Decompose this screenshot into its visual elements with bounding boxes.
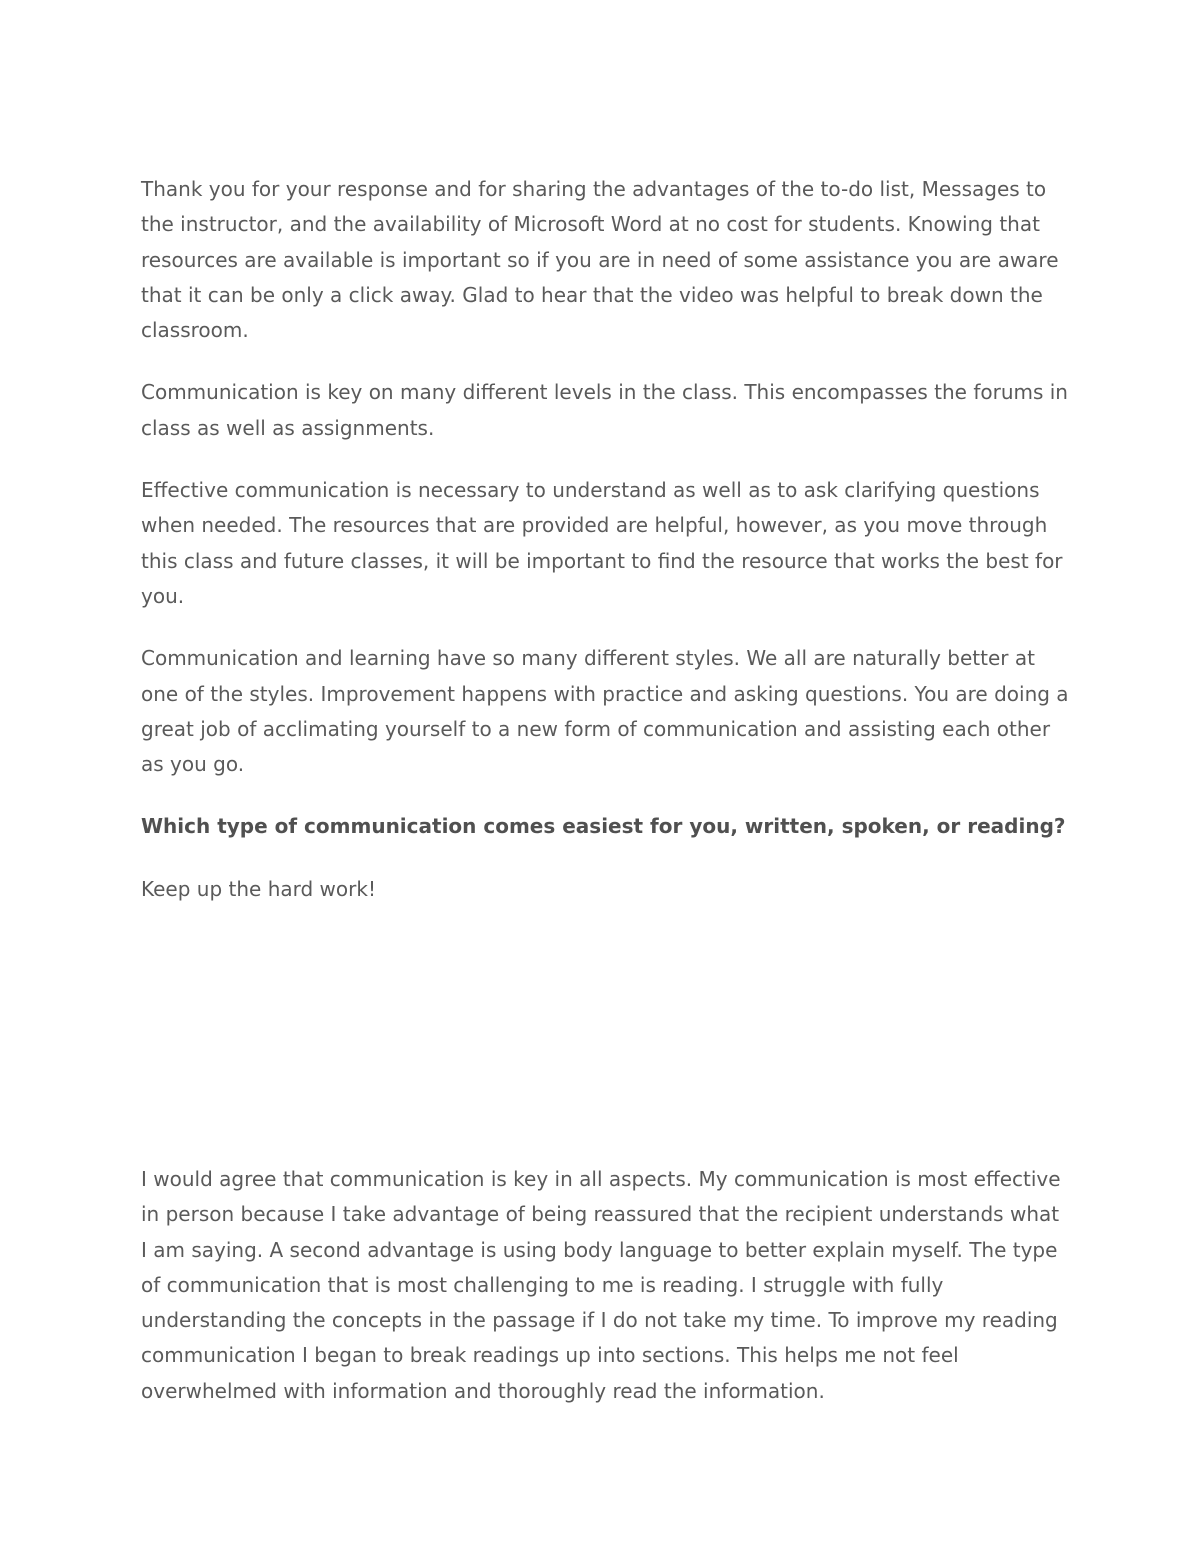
paragraph-effective-communication: Effective communication is necessary to understand as well as to ask clarifying questions when needed. The resources that are provided are helpful, however, as you move through this class and future classes, it will be important to find the resource that works the best for you. bbox=[141, 478, 1063, 608]
paragraph-thanks: Thank you for your response and for sharing the advantages of the to-do list, Messages to the instructor, and the availability of Microsoft Word at no cost for students. Knowing that resources are available is important so if you are in need of some assistance you are aware that it can be only a click away. Glad to hear that the video was helpful to break down the classroom. bbox=[141, 177, 1059, 343]
question-paragraph: Which type of communication comes easiest for you, written, spoken, or reading? bbox=[141, 814, 1066, 839]
instructor-response bbox=[141, 172, 1071, 934]
closing-paragraph: Keep up the hard work! bbox=[141, 876, 376, 901]
reply-paragraph: I would agree that communication is key in all aspects. My communication is most effective in person because I take advantage of being reassured that the recipient understands what I am saying. A second advantage is using body language to better explain myself. The type of communication that is most challenging to me is reading. I struggle with fully understanding the concepts in the passage if I do not take my time. To improve my reading communication I began to break readings up into sections. This helps me not feel overwhelmed with information and thoroughly read the information. bbox=[141, 1167, 1061, 1403]
student-reply bbox=[141, 1162, 1071, 1409]
paragraph-learning-styles: Communication and learning have so many different styles. We all are naturally better at one of the styles. Improvement happens with practice and asking questions. You are doing a great job of acclimating yourself to a new form of communication and assisting each other as you go. bbox=[141, 646, 1069, 777]
paragraph-communication-key: Communication is key on many different levels in the class. This encompasses the forums in class as well as assignments. bbox=[141, 380, 1068, 440]
